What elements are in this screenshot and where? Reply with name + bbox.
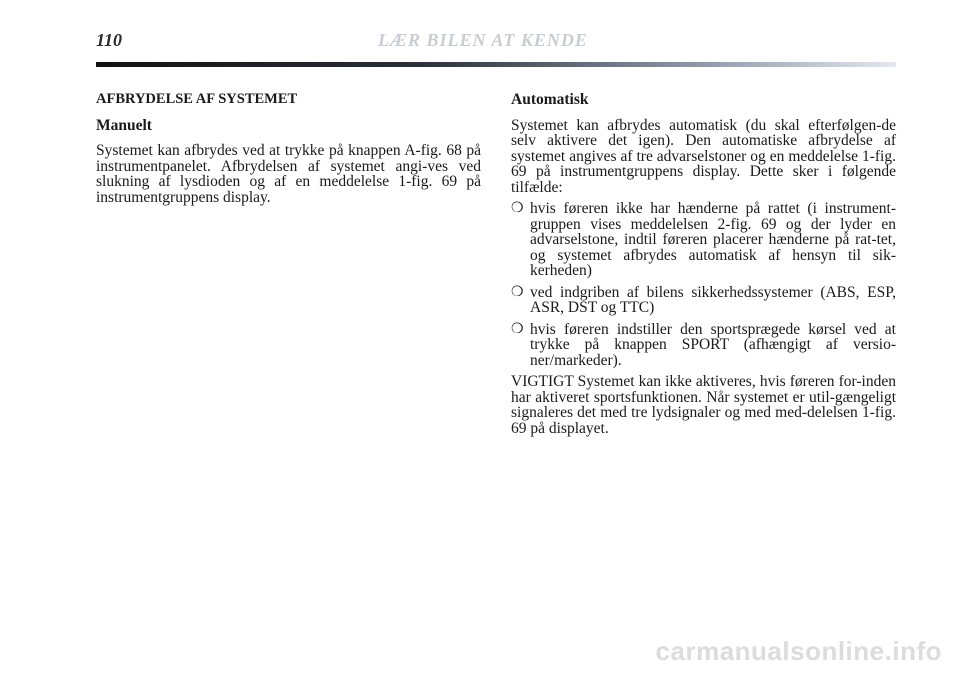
list-item: [511, 201, 896, 279]
right-column: [511, 88, 896, 442]
bullet-text: hvis føreren indstiller den sportsprægede kørsel ved at trykke på knappen SPORT (afhængigt af versio-ner/markeder).: [530, 320, 896, 369]
subheading-manual: Manuelt: [96, 116, 152, 134]
important-note: VIGTIGT Systemet kan ikke aktiveres, hvis føreren for-inden har aktiveret sportsfunktionen. Når systemet er util-gængeligt signaleres det med tre lydsignaler og med med-delelsen 1-fig. 69 på displayet.: [511, 373, 896, 437]
chapter-title: LÆR BILEN AT KENDE: [378, 30, 588, 50]
circle-bullet-icon: ❍: [511, 321, 524, 337]
bullet-text: hvis føreren ikke har hænderne på rattet (i instrument-gruppen vises meddelelsen 2-fig. 69 og der lyder en advarselstone, indtil føreren placerer hænderne på rat-tet, og systemet afbrydes automatisk af hensyn til sik-kerheden): [530, 200, 896, 279]
bullet-text: ved indgriben af bilens sikkerhedssystemer (ABS, ESP, ASR, DST og TTC): [530, 283, 896, 316]
left-column: [96, 88, 481, 211]
section-heading: AFBRYDELSE AF SYSTEMET: [96, 91, 298, 107]
list-item: [511, 322, 896, 369]
manual-paragraph: Systemet kan afbrydes ved at trykke på knappen A-fig. 68 på instrumentpanelet. Afbrydelsen af systemet angi-ves ved slukning af lysdioden og af en meddelelse 1-fig. 69 på instrumentgruppens display.: [96, 142, 481, 206]
subheading-automatic: Automatisk: [511, 91, 589, 108]
bullet-list: [511, 201, 896, 368]
list-item: [511, 285, 896, 316]
circle-bullet-icon: ❍: [511, 201, 524, 216]
page-number: 110: [96, 30, 123, 50]
header-rule: [96, 62, 896, 67]
watermark: carmanualsonline.info: [655, 636, 942, 666]
automatic-intro: Systemet kan afbrydes automatisk (du skal efterfølgen-de selv aktivere det igen). Den automatiske afbrydelse af systemet angives af tre advarselstoner og en meddelelse 1-fig. 69 på instrumentgruppens display. Dette sker i følgende tilfælde:: [511, 116, 896, 196]
circle-bullet-icon: ❍: [511, 284, 524, 300]
